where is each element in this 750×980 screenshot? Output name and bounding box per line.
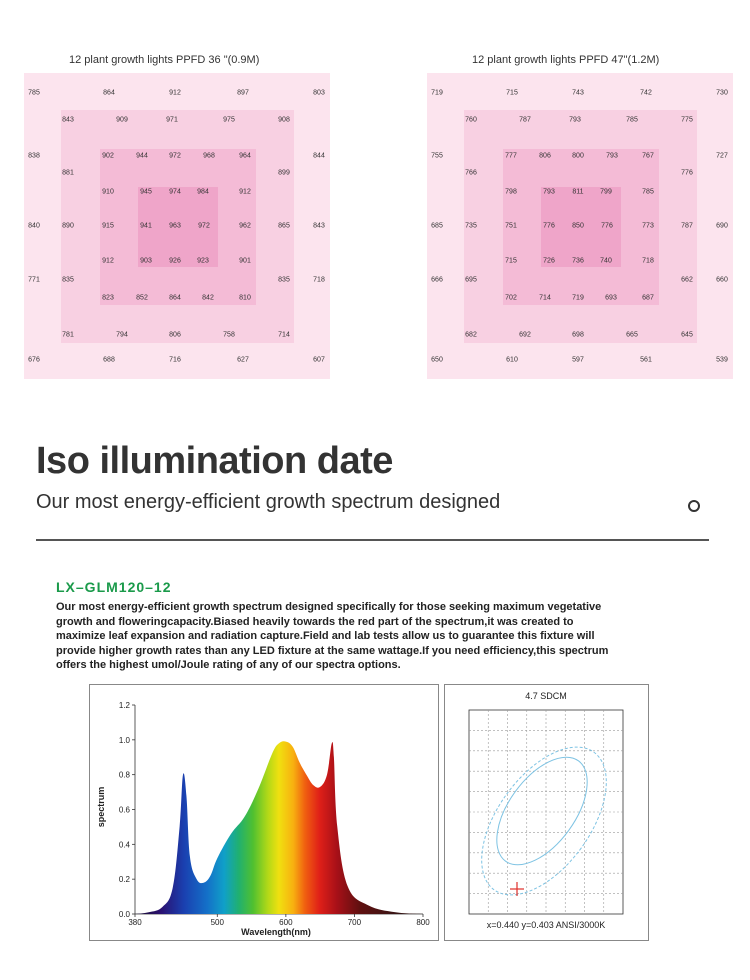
ppfd-value: 915 <box>102 222 114 230</box>
ppfd-value: 676 <box>28 356 40 364</box>
ppfd-value: 840 <box>28 222 40 230</box>
ppfd-value: 787 <box>519 116 531 124</box>
ppfd-value: 714 <box>278 331 290 339</box>
ppfd-value: 962 <box>239 222 251 230</box>
y-tick-label: 1.2 <box>118 701 130 710</box>
ppfd-value: 835 <box>62 276 74 284</box>
ppfd-value: 897 <box>237 89 249 97</box>
ppfd-value: 665 <box>626 331 638 339</box>
ppfd-value: 597 <box>572 356 584 364</box>
ppfd-value: 865 <box>278 222 290 230</box>
x-tick-label: 500 <box>210 918 224 927</box>
ppfd-value: 660 <box>716 276 728 284</box>
ppfd-value: 941 <box>140 222 152 230</box>
ppfd-value: 666 <box>431 276 443 284</box>
ppfd-value: 776 <box>601 222 613 230</box>
ppfd-value: 785 <box>28 89 40 97</box>
ppfd-value: 775 <box>681 116 693 124</box>
spectrum-area <box>135 741 423 914</box>
sdcm-title: 4.7 SDCM <box>525 691 567 701</box>
ppfd-value: 776 <box>681 169 693 177</box>
ppfd-value: 912 <box>169 89 181 97</box>
ppfd-value: 798 <box>505 188 517 196</box>
ppfd-value: 800 <box>572 152 584 160</box>
ppfd-value: 787 <box>681 222 693 230</box>
ppfd-value: 760 <box>465 116 477 124</box>
ppfd-value: 923 <box>197 257 209 265</box>
ppfd-value: 751 <box>505 222 517 230</box>
ppfd-value: 899 <box>278 169 290 177</box>
ppfd-value: 718 <box>642 257 654 265</box>
ppfd-value: 693 <box>605 294 617 302</box>
ppfd-value: 735 <box>465 222 477 230</box>
ppfd-value: 842 <box>202 294 214 302</box>
ppfd-value: 736 <box>572 257 584 265</box>
ppfd-value: 968 <box>203 152 215 160</box>
sdcm-panel <box>444 684 649 941</box>
ppfd-value: 944 <box>136 152 148 160</box>
ppfd-value: 838 <box>28 152 40 160</box>
ppfd-value: 850 <box>572 222 584 230</box>
product-model: LX–GLM120–12 <box>56 579 172 595</box>
y-tick-label: 0.2 <box>118 875 130 885</box>
ppfd-value: 903 <box>140 257 152 265</box>
ppfd-value: 972 <box>198 222 210 230</box>
ppfd-value: 890 <box>62 222 74 230</box>
ppfd-value: 755 <box>431 152 443 160</box>
ppfd-value: 971 <box>166 116 178 124</box>
ppfd-value: 773 <box>642 222 654 230</box>
ppfd-value: 806 <box>169 331 181 339</box>
ppfd-value: 781 <box>62 331 74 339</box>
ppfd-value: 730 <box>716 89 728 97</box>
ppfd-title-right: 12 plant growth lights PPFD 47"(1.2M) <box>472 54 660 66</box>
x-tick-label: 800 <box>416 918 430 927</box>
ppfd-value: 714 <box>539 294 551 302</box>
ppfd-value: 539 <box>716 356 728 364</box>
ppfd-value: 758 <box>223 331 235 339</box>
ppfd-value: 963 <box>169 222 181 230</box>
ppfd-title-left: 12 plant growth lights PPFD 36 "(0.9M) <box>69 54 260 66</box>
circle-icon[interactable] <box>688 500 700 512</box>
ppfd-value: 650 <box>431 356 443 364</box>
ppfd-value: 909 <box>116 116 128 124</box>
ppfd-value: 806 <box>539 152 551 160</box>
ppfd-value: 974 <box>169 188 181 196</box>
ppfd-value: 835 <box>278 276 290 284</box>
page-subtitle: Our most energy-efficient growth spectrum designed <box>36 491 501 513</box>
ppfd-value: 716 <box>169 356 181 364</box>
ppfd-value: 682 <box>465 331 477 339</box>
sdcm-chart <box>445 685 648 940</box>
ppfd-value: 740 <box>600 257 612 265</box>
ppfd-value: 843 <box>62 116 74 124</box>
ppfd-value: 777 <box>505 152 517 160</box>
ppfd-value: 864 <box>103 89 115 97</box>
ppfd-value: 926 <box>169 257 181 265</box>
y-tick-label: 0.4 <box>118 840 130 850</box>
ppfd-value: 910 <box>102 188 114 196</box>
ppfd-grid-left <box>24 73 330 379</box>
ppfd-value: 776 <box>543 222 555 230</box>
ppfd-value: 610 <box>506 356 518 364</box>
ppfd-value: 984 <box>197 188 209 196</box>
ppfd-value: 561 <box>640 356 652 364</box>
ppfd-value: 627 <box>237 356 249 364</box>
ppfd-value: 743 <box>572 89 584 97</box>
ppfd-value: 975 <box>223 116 235 124</box>
ppfd-value: 793 <box>543 188 555 196</box>
ppfd-value: 719 <box>431 89 443 97</box>
sdcm-footer: x=0.440 y=0.403 ANSI/3000K <box>486 920 606 930</box>
divider <box>36 539 709 541</box>
ppfd-value: 645 <box>681 331 693 339</box>
ppfd-value: 687 <box>642 294 654 302</box>
ppfd-value: 794 <box>116 331 128 339</box>
ppfd-value: 945 <box>140 188 152 196</box>
ppfd-value: 823 <box>102 294 114 302</box>
ppfd-grid-right <box>427 73 733 379</box>
y-axis-label: spectrum <box>96 786 106 828</box>
ppfd-value: 843 <box>313 222 325 230</box>
ppfd-value: 908 <box>278 116 290 124</box>
ppfd-value: 726 <box>543 257 555 265</box>
ppfd-value: 902 <box>102 152 114 160</box>
ppfd-value: 742 <box>640 89 652 97</box>
ppfd-value: 852 <box>136 294 148 302</box>
page-title: Iso illumination date <box>36 440 393 482</box>
x-tick-label: 700 <box>347 918 362 927</box>
ppfd-value: 964 <box>239 152 251 160</box>
ppfd-value: 811 <box>572 188 584 196</box>
ppfd-value: 698 <box>572 331 584 339</box>
ppfd-value: 727 <box>716 152 728 160</box>
ppfd-value: 771 <box>28 276 40 284</box>
ppfd-value: 803 <box>313 89 325 97</box>
ppfd-value: 844 <box>313 152 325 160</box>
ppfd-value: 692 <box>519 331 531 339</box>
ppfd-value: 766 <box>465 169 477 177</box>
ppfd-value: 912 <box>239 188 251 196</box>
ppfd-value: 715 <box>505 257 517 265</box>
ppfd-value: 901 <box>239 257 251 265</box>
ppfd-value: 864 <box>169 294 181 302</box>
ppfd-value: 785 <box>626 116 638 124</box>
ppfd-value: 719 <box>572 294 584 302</box>
ppfd-value: 793 <box>606 152 618 160</box>
ppfd-value: 688 <box>103 356 115 364</box>
ppfd-value: 799 <box>600 188 612 196</box>
x-tick-label: 600 <box>279 918 293 927</box>
ppfd-value: 972 <box>169 152 181 160</box>
ppfd-value: 718 <box>313 276 325 284</box>
ppfd-value: 793 <box>569 116 581 124</box>
spectrum-chart <box>90 685 438 940</box>
ppfd-value: 607 <box>313 356 325 364</box>
ppfd-value: 785 <box>642 188 654 196</box>
spectrum-chart-panel <box>89 684 439 941</box>
ppfd-value: 695 <box>465 276 477 284</box>
ppfd-value: 912 <box>102 257 114 265</box>
product-description: Our most energy-efficient growth spectrum designed specifically for those seeking maximum vegetative growth and floweringcapacity.Biased heavily towards the red part of the spectrum,it was created to maximize leaf expansion and radiation capture.Field and lab tests allow us to guarantee this fixture will provide higher growth rates than any LED fixture at the same wattage.If you need efficiency,this spectrum offers the highest umol/Joule rating of any of our spectra options. <box>56 601 609 671</box>
x-tick-label: 380 <box>128 918 142 927</box>
x-axis-label: Wavelength(nm) <box>241 927 311 937</box>
ppfd-value: 881 <box>62 169 74 177</box>
ppfd-value: 685 <box>431 222 443 230</box>
y-tick-label: 0.8 <box>118 770 130 780</box>
ppfd-value: 810 <box>239 294 251 302</box>
ppfd-value: 702 <box>505 294 517 302</box>
y-tick-label: 0.6 <box>118 805 130 815</box>
ppfd-value: 662 <box>681 276 693 284</box>
ppfd-value: 690 <box>716 222 728 230</box>
y-tick-label: 0.0 <box>118 910 130 919</box>
ppfd-value: 715 <box>506 89 518 97</box>
ppfd-value: 767 <box>642 152 654 160</box>
y-tick-label: 1.0 <box>118 735 130 745</box>
